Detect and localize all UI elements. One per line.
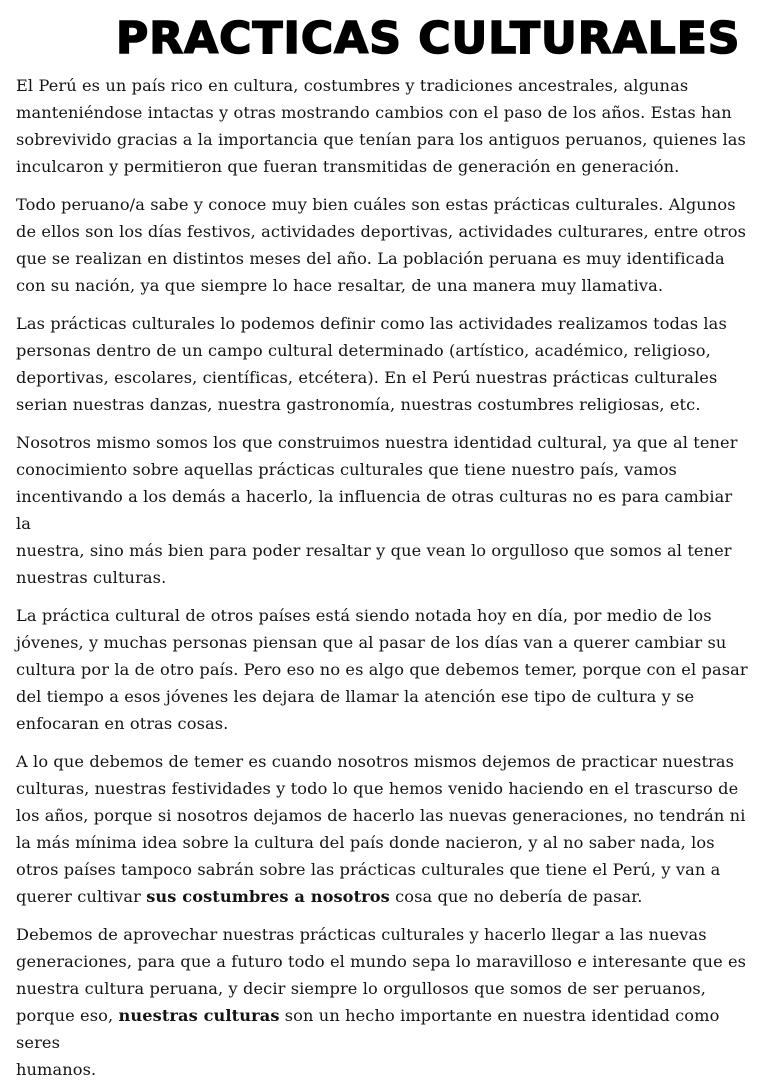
- paragraph-6: [16, 748, 748, 910]
- paragraph-2: Todo peruano/a sabe y conoce muy bien cuáles son estas prácticas culturales. Algunos de ellos son los días festivos, actividades deportivas, actividades culturares, entre otros que se realizan en distintos meses del año. La población peruana es muy identificada con su nación, ya que siempre lo hace resaltar, de una manera muy llamativa.: [16, 195, 747, 295]
- paragraph-6-bold-text: sus costumbres a nosotros: [146, 887, 390, 906]
- paragraph-3: Las prácticas culturales lo podemos definir como las actividades realizamos todas las personas dentro de un campo cultural determinado (artístico, académico, religioso, deportivas, escolares, científicas, etcétera). En el Perú nuestras prácticas culturales serian nuestras danzas, nuestra gastronomía, nuestras costumbres religiosas, etc.: [16, 314, 727, 414]
- paragraph-6-text: A lo que debemos de temer es cuando nosotros mismos dejemos de practicar nuestras culturas, nuestras festividades y todo lo que hemos venido haciendo en el trascurso de los años, porque si nosotros dejamos de hacerlo las nuevas generaciones, no tendrán ni la más mínima idea sobre la cultura del país donde nacieron, y al no saber nada, los otros países tampoco sabrán sobre las prácticas culturales que tiene el Perú, y van a querer cultivar: [16, 752, 746, 906]
- paragraph-1: El Perú es un país rico en cultura, costumbres y tradiciones ancestrales, algunas manteniéndose intactas y otras mostrando cambios con el paso de los años. Estas han sobrevivido gracias a la importancia que tenían para los antiguos peruanos, quienes las inculcaron y permitieron que fueran transmitidas de generación en generación.: [16, 76, 746, 176]
- paragraph-5: La práctica cultural de otros países está siendo notada hoy en día, por medio de los jóvenes, y muchas personas piensan que al pasar de los días van a querer cambiar su cultura por la de otro país. Pero eso no es algo que debemos temer, porque con el pasar del tiempo a esos jóvenes les dejara de llamar la atención ese tipo de cultura y se enfocaran en otras cosas.: [16, 606, 748, 733]
- document-title: PRACTICAS CULTURALES: [116, 13, 741, 64]
- paragraph-7: [16, 921, 748, 1083]
- paragraph-7-bold-text: nuestras culturas: [118, 1006, 280, 1025]
- paragraph-7-text-end: son un hecho importante en nuestra identidad como seres humanos.: [16, 1006, 720, 1079]
- paragraph-6-text-end: cosa que no debería de pasar.: [389, 887, 643, 906]
- paragraph-4: Nosotros mismo somos los que construimos nuestra identidad cultural, ya que al tener conocimiento sobre aquellas prácticas culturales que tiene nuestro país, vamos incentivando a los demás a hacerlo, la influencia de otras culturas no es para cambiar la nuestra, sino más bien para poder resaltar y que vean lo orgulloso que somos al tener nuestras culturas.: [16, 433, 738, 587]
- paragraph-7-text: Debemos de aprovechar nuestras prácticas culturales y hacerlo llegar a las nuevas generaciones, para que a futuro todo el mundo sepa lo maravilloso e interesante que es nuestra cultura peruana, y decir siempre lo orgullosos que somos de ser peruanos, porque eso,: [16, 925, 747, 1025]
